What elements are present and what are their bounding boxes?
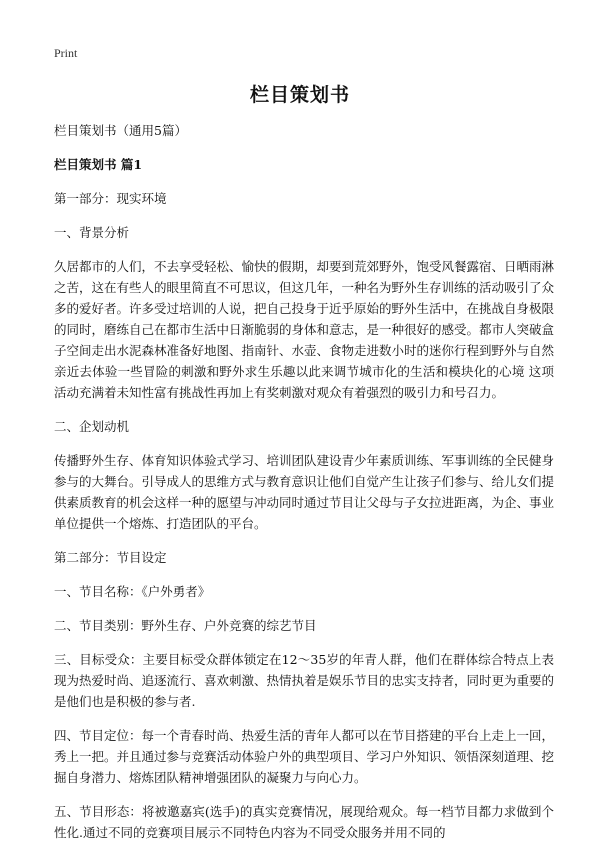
document-subtitle: 栏目策划书（通用5篇） — [54, 123, 187, 138]
program-name-item: 一、节目名称：《户外勇者》 — [54, 584, 211, 599]
article-heading: 栏目策划书 篇1 — [54, 157, 143, 172]
program-positioning-item: 四、节目定位：每一个青春时尚、热爱生活的青年人都可以在节目搭建的平台上走上一回，秀上一把。并且通过参与竞赛活动体验户外的典型项目、学习户外知识、领悟深刻道理、挖掘自身潜力、熔炼团队精神增强团队的凝聚力与向心力。 — [54, 728, 555, 785]
motive-heading: 二、企划动机 — [54, 419, 130, 434]
print-label[interactable]: Print — [54, 46, 78, 60]
part-two-heading: 第二部分：节目设定 — [54, 550, 167, 565]
document-body — [54, 120, 554, 856]
document-title: 栏目策划书 — [249, 84, 350, 106]
program-form-item: 五、节目形态：将被邀嘉宾(选手)的真实竞赛情况，展现给观众。每一档节目都力求做到个性化.通过不同的竞赛项目展示不同特色内容为不同受众服务并用不同的 — [54, 804, 554, 840]
part-one-heading: 第一部分：现实环境 — [54, 191, 167, 206]
target-audience-item: 三、目标受众：主要目标受众群体锁定在12～35岁的年青人群，他们在群体综合特点上表现为热爱时尚、追逐流行、喜欢刺激、热情执着是娱乐节目的忠实支持者，同时更为重要的是他们也是积极的参与者. — [54, 652, 555, 709]
background-paragraph: 久居都市的人们，不去享受轻松、愉快的假期，却要到荒郊野外，饱受风餐露宿、日晒雨淋之苦，这在有些人的眼里简直不可思议，但这几年，一种名为野外生存训练的活动吸引了众多的爱好者。许多受过培训的人说，把自己投身于近乎原始的野外生活中，在挑战自身极限的同时，磨练自己在都市生活中日渐脆弱的身体和意志，是一种很好的感受。都市人突破盒子空间走出水泥森林准备好地图、指南针、水壶、食物走进数小时的迷你行程到野外与自然亲近去体验一些冒险的刺激和野外求生乐趣以此来调节城市化的生活和模块化的心境 这项活动充满着未知性富有挑战性再加上有奖刺激对观众有着强烈的吸引力和号召力。 — [54, 259, 555, 400]
motive-paragraph: 传播野外生存、体育知识体验式学习、培训团队建设青少年素质训练、军事训练的全民健身参与的大舞台。引导成人的思维方式与教育意识让他们自觉产生让孩子们参与、给儿女们提供素质教育的机会这样一种的愿望与冲动同时通过节目让父母与子女拉进距离，为企、事业单位提供一个熔炼、打造团队的平台。 — [54, 453, 555, 531]
background-heading: 一、背景分析 — [54, 225, 130, 240]
program-category-item: 二、节目类别：野外生存、户外竞赛的综艺节目 — [54, 618, 317, 633]
